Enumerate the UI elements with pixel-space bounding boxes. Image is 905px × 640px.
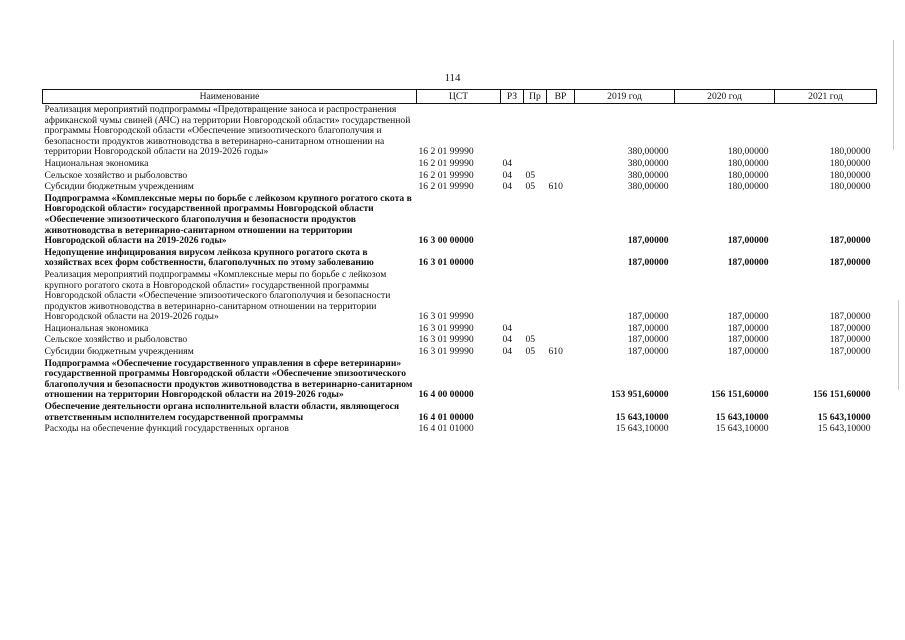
cell-vr bbox=[547, 158, 575, 170]
cell-name: Недопущение инфицирования вирусом лейкоза крупного рогатого скота в хозяйствах всех форм собственности, благополучных по этому заболеванию bbox=[44, 246, 374, 269]
cell-name: Реализация мероприятий подпрограммы «Комплексные меры по борьбе с лейкозом крупного рогатого скота в Новгородской области» государственной программы Новгородской области «Обеспечение эпизоотического благополучия и безопасности продуктов животноводства в ветеринарно-санитарном отношении на территории Новгородской области на 2019-2026 годы» bbox=[44, 268, 391, 323]
cell-y2019: 15 643,10000 bbox=[615, 423, 669, 435]
cell-vr bbox=[547, 247, 575, 269]
cell-y2020: 180,00000 bbox=[727, 169, 769, 181]
budget-table bbox=[42, 89, 877, 435]
cell-pr bbox=[524, 358, 547, 401]
cell-rz: 04 bbox=[502, 157, 513, 169]
cell-name: Подпрограмма «Комплексные меры по борьбе с лейкозом крупного рогатого скота в Новгородской области» государственной программы Новгородской области «Обеспечение эпизоотического благополучия и безопасности продуктов животноводства в ветеринарно-санитарном отношении на территории Новгородской области на 2019-2026 годы» bbox=[44, 192, 412, 247]
cell-y2021: 187,00000 bbox=[829, 257, 871, 269]
table-body bbox=[43, 104, 877, 435]
cell-vr bbox=[547, 334, 575, 346]
cell-cst: 16 4 01 01000 bbox=[418, 423, 474, 435]
cell-y2020: 187,00000 bbox=[727, 322, 769, 334]
cell-rz bbox=[501, 247, 524, 269]
cell-cst: 16 2 01 99990 bbox=[418, 181, 474, 193]
cell-y2020: 15 643,10000 bbox=[715, 411, 769, 423]
cell-y2020: 180,00000 bbox=[727, 157, 769, 169]
cell-y2021: 15 643,10000 bbox=[817, 423, 871, 435]
table-row bbox=[43, 423, 877, 435]
table-row bbox=[43, 158, 877, 170]
cell-name: Сельское хозяйство и рыболовство bbox=[44, 169, 188, 181]
cell-pr bbox=[524, 423, 547, 435]
cell-vr bbox=[547, 193, 575, 247]
header-2019: 2019 год bbox=[575, 90, 675, 104]
header-name: Наименование bbox=[43, 90, 417, 104]
cell-y2019: 187,00000 bbox=[627, 322, 669, 334]
cell-name: Реализация мероприятий подпрограммы «Предотвращение заноса и распространения африканской чумы свиней (АЧС) на территории Новгородской области» государственной программы Новгородской области «Обеспечение эпизоотического благополучия и безопасности продуктов животноводства в ветеринарно-санитарном отношении на территории Новгородской области на 2019-2026 годы» bbox=[44, 104, 411, 158]
cell-name: Субсидии бюджетным учреждениям bbox=[44, 346, 194, 358]
table-row bbox=[43, 247, 877, 269]
header-2020: 2020 год bbox=[675, 90, 775, 104]
cell-rz bbox=[501, 401, 524, 423]
table-row bbox=[43, 193, 877, 247]
cell-y2020: 187,00000 bbox=[727, 311, 769, 323]
cell-y2019: 187,00000 bbox=[627, 235, 669, 247]
table-row bbox=[43, 401, 877, 423]
cell-y2021: 156 151,60000 bbox=[812, 389, 871, 401]
cell-cst: 16 2 01 99990 bbox=[418, 157, 474, 169]
header-vr: ВР bbox=[547, 90, 575, 104]
cell-vr bbox=[547, 269, 575, 323]
cell-rz bbox=[501, 104, 524, 158]
cell-name: Субсидии бюджетным учреждениям bbox=[44, 181, 194, 193]
cell-cst: 16 4 01 00000 bbox=[418, 411, 474, 423]
cell-name: Национальная экономика bbox=[44, 157, 149, 169]
cell-cst: 16 3 01 99990 bbox=[418, 334, 474, 346]
cell-name: Национальная экономика bbox=[44, 322, 149, 334]
cell-rz bbox=[501, 193, 524, 247]
cell-y2019: 380,00000 bbox=[627, 146, 669, 158]
cell-rz bbox=[501, 269, 524, 323]
cell-vr bbox=[547, 358, 575, 401]
scan-artifact bbox=[898, 300, 899, 390]
table-row bbox=[43, 334, 877, 346]
cell-y2019: 153 951,60000 bbox=[610, 389, 669, 401]
table-row bbox=[43, 170, 877, 182]
cell-y2021: 180,00000 bbox=[829, 181, 871, 193]
header-rz: РЗ bbox=[501, 90, 524, 104]
cell-cst: 16 3 00 00000 bbox=[418, 235, 474, 247]
cell-y2021: 180,00000 bbox=[829, 146, 871, 158]
cell-y2019: 187,00000 bbox=[627, 346, 669, 358]
table-row bbox=[43, 358, 877, 401]
cell-name: Расходы на обеспечение функций государственных органов bbox=[44, 423, 289, 435]
cell-rz bbox=[501, 423, 524, 435]
cell-cst: 16 2 01 99990 bbox=[418, 146, 474, 158]
table-row bbox=[43, 346, 877, 358]
cell-y2020: 180,00000 bbox=[727, 146, 769, 158]
header-2021: 2021 год bbox=[775, 90, 877, 104]
cell-y2019: 380,00000 bbox=[627, 169, 669, 181]
scan-artifact bbox=[893, 40, 894, 150]
page-number: 114 bbox=[444, 72, 461, 84]
cell-pr bbox=[524, 158, 547, 170]
cell-pr bbox=[524, 401, 547, 423]
cell-vr: 610 bbox=[548, 181, 563, 193]
cell-y2020: 187,00000 bbox=[727, 257, 769, 269]
cell-cst: 16 2 01 99990 bbox=[418, 169, 474, 181]
table-row bbox=[43, 181, 877, 193]
cell-pr bbox=[524, 104, 547, 158]
cell-y2019: 15 643,10000 bbox=[615, 411, 669, 423]
cell-vr bbox=[547, 170, 575, 182]
cell-pr bbox=[524, 269, 547, 323]
cell-name: Обеспечение деятельности органа исполнительной власти области, являющегося ответственным исполнителем государственной программы bbox=[44, 401, 400, 423]
cell-pr bbox=[524, 247, 547, 269]
cell-y2019: 380,00000 bbox=[627, 157, 669, 169]
cell-rz: 04 bbox=[502, 346, 513, 358]
cell-rz bbox=[501, 358, 524, 401]
cell-y2021: 180,00000 bbox=[829, 169, 871, 181]
cell-pr: 05 bbox=[525, 346, 536, 358]
cell-pr bbox=[524, 193, 547, 247]
cell-cst: 16 3 01 99990 bbox=[418, 346, 474, 358]
cell-y2021: 187,00000 bbox=[829, 311, 871, 323]
table-row bbox=[43, 269, 877, 323]
cell-cst: 16 4 00 00000 bbox=[418, 389, 474, 401]
cell-rz: 04 bbox=[502, 169, 513, 181]
cell-cst: 16 3 01 00000 bbox=[418, 257, 474, 269]
cell-y2021: 15 643,10000 bbox=[817, 411, 871, 423]
table-row bbox=[43, 104, 877, 158]
cell-y2020: 180,00000 bbox=[727, 181, 769, 193]
table-row bbox=[43, 323, 877, 335]
cell-name: Подпрограмма «Обеспечение государственного управления в сфере ветеринарии» государственной программы Новгородской области «Обеспечение эпизоотического благополучия и безопасности продуктов животноводства в ветеринарно-санитарном отношении на территории Новгородской области на 2019-2026 годы» bbox=[44, 357, 413, 401]
cell-pr: 05 bbox=[525, 181, 536, 193]
cell-pr: 05 bbox=[525, 334, 536, 346]
cell-y2020: 156 151,60000 bbox=[710, 389, 769, 401]
cell-cst: 16 3 01 99990 bbox=[418, 311, 474, 323]
cell-cst: 16 3 01 99990 bbox=[418, 322, 474, 334]
cell-rz: 04 bbox=[502, 334, 513, 346]
cell-rz: 04 bbox=[502, 322, 513, 334]
cell-y2020: 187,00000 bbox=[727, 346, 769, 358]
cell-pr: 05 bbox=[525, 169, 536, 181]
cell-y2020: 187,00000 bbox=[727, 334, 769, 346]
cell-y2019: 187,00000 bbox=[627, 257, 669, 269]
table-header-row bbox=[43, 90, 877, 104]
cell-y2021: 187,00000 bbox=[829, 235, 871, 247]
cell-y2021: 187,00000 bbox=[829, 334, 871, 346]
cell-vr: 610 bbox=[548, 346, 563, 358]
header-pr: Пр bbox=[524, 90, 547, 104]
cell-y2020: 187,00000 bbox=[727, 235, 769, 247]
cell-y2020: 15 643,10000 bbox=[715, 423, 769, 435]
cell-y2021: 180,00000 bbox=[829, 157, 871, 169]
cell-y2021: 187,00000 bbox=[829, 346, 871, 358]
cell-y2019: 187,00000 bbox=[627, 311, 669, 323]
cell-y2021: 187,00000 bbox=[829, 322, 871, 334]
cell-pr bbox=[524, 323, 547, 335]
cell-vr bbox=[547, 323, 575, 335]
cell-rz: 04 bbox=[502, 181, 513, 193]
cell-y2019: 380,00000 bbox=[627, 181, 669, 193]
cell-name: Сельское хозяйство и рыболовство bbox=[44, 334, 188, 346]
cell-vr bbox=[547, 104, 575, 158]
cell-y2019: 187,00000 bbox=[627, 334, 669, 346]
cell-vr bbox=[547, 423, 575, 435]
header-cst: ЦСТ bbox=[417, 90, 501, 104]
cell-vr bbox=[547, 401, 575, 423]
